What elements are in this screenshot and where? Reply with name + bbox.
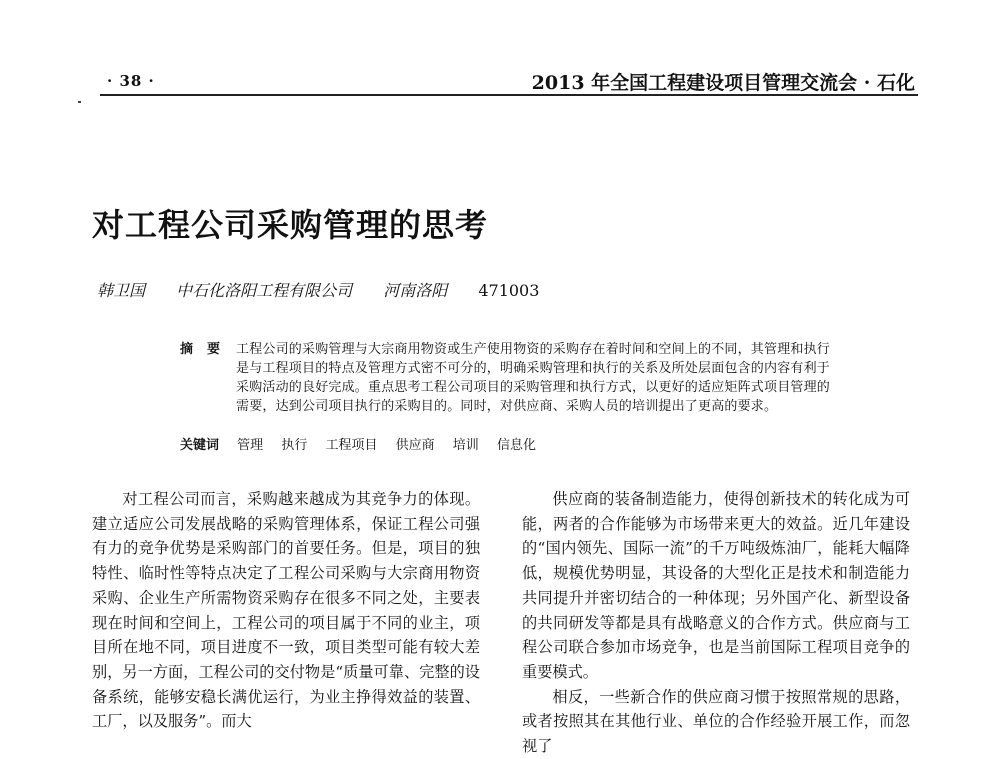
- author-line: [97, 278, 539, 301]
- keyword: 培训: [452, 438, 479, 453]
- author-location: 河南洛阳: [383, 281, 448, 300]
- keyword: 供应商: [395, 438, 435, 453]
- postal-code: 471003: [478, 281, 540, 300]
- running-header-title: 2013 年全国工程建设项目管理交流会 · 石化: [531, 72, 915, 94]
- scan-speck: [78, 101, 81, 103]
- abstract-block: [180, 340, 840, 416]
- body-paragraph: 对工程公司而言，采购越来越成为其竞争力的体现。建立适应公司发展战略的采购管理体系，保证工程公司强有力的竞争优势是采购部门的首要任务。但是，项目的独特性、临时性等特点决定了工程公司采购与大宗商用物资采购、企业生产所需物资采购存在很多不同之处，主要表现在时间和空间上，工程公司的项目属于不同的业主，项目所在地不同，项目进度不一致，项目类型可能有较大差别，另一方面，工程公司的交付物是“质量可靠、完整的设备系统，能够安稳长满优运行，为业主挣得效益的装置、工厂，以及服务”。而大: [92, 490, 480, 731]
- keyword: 工程项目: [325, 438, 378, 453]
- page-number: · 38 ·: [107, 72, 155, 90]
- abstract-label: 摘要: [180, 342, 235, 357]
- body-paragraph: 供应商的装备制造能力，使得创新技术的转化成为可能，两者的合作能够为市场带来更大的效益。近几年建设的“国内领先、国际一流”的千万吨级炼油厂，能耗大幅降低，规模优势明显，其设备的大型化正是技术和制造能力共同提升并密切结合的一种体现；另外国产化、新型设备的共同研发等都是具有战略意义的合作方式。供应商与工程公司联合参加市场竞争，也是当前国际工程项目竞争的重要模式。: [522, 490, 910, 681]
- body-paragraph: 相反，一些新合作的供应商习惯于按照常规的思路，或者按照其在其他行业、单位的合作经验开展工作，而忽视了: [522, 687, 910, 756]
- keywords-label: 关键词: [180, 438, 220, 453]
- keyword: 管理: [237, 438, 264, 453]
- author-affiliation: 中石化洛阳工程有限公司: [176, 281, 353, 300]
- body-column-left: [92, 487, 480, 734]
- keywords-line: [180, 434, 550, 453]
- abstract-text: 工程公司的采购管理与大宗商用物资或生产使用物资的采购存在着时间和空间上的不同，其管理和执行是与工程项目的特点及管理方式密不可分的，明确采购管理和执行的关系及所处层面包含的内容有利于采购活动的良好完成。重点思考工程公司项目的采购管理和执行方式，以更好的适应矩阵式项目管理的需要，达到公司项目执行的采购目的。同时，对供应商、采购人员的培训提出了更高的要求。: [236, 342, 831, 414]
- keyword: 执行: [281, 438, 308, 453]
- header-divider: [100, 94, 918, 96]
- body-column-right: [522, 487, 910, 759]
- author-name: 韩卫国: [97, 281, 146, 300]
- keyword: 信息化: [496, 438, 536, 453]
- article-title: 对工程公司采购管理的思考: [92, 206, 489, 244]
